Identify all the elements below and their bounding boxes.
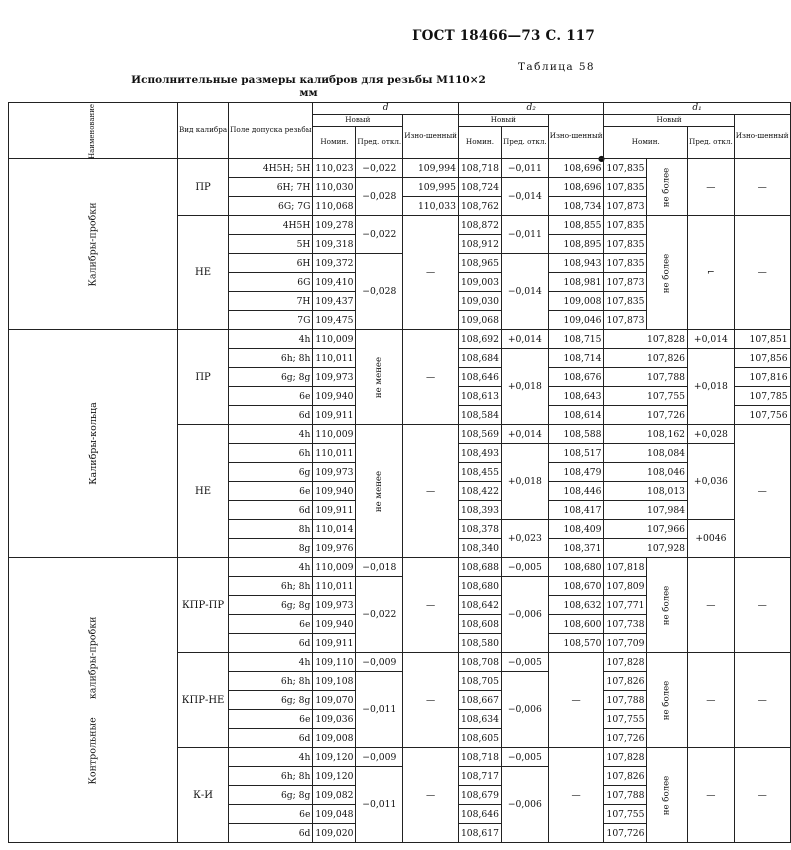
table-cell: 108,393: [458, 501, 501, 520]
table-cell: —: [548, 653, 604, 748]
table-cell: 109,911: [313, 501, 356, 520]
table-cell: 107,826: [604, 349, 688, 368]
table-cell: не более: [647, 216, 688, 330]
table-cell: 108,646: [458, 368, 501, 387]
table-cell: 107,873: [604, 197, 647, 216]
table-cell: 109,278: [313, 216, 356, 235]
table-cell: 6G: [229, 273, 313, 292]
table-cell: −0,005: [501, 748, 548, 767]
table-cell: 4H5H: [229, 216, 313, 235]
table-cell: 107,835: [604, 178, 647, 197]
table-cell: 107,984: [604, 501, 688, 520]
table-cell: 109,372: [313, 254, 356, 273]
table-cell: 108,605: [458, 729, 501, 748]
table-cell: 109,048: [313, 805, 356, 824]
table-cell: 6H: [229, 254, 313, 273]
table-cell: 6d: [229, 406, 313, 425]
table-cell: 108,084: [604, 444, 688, 463]
table-cell: 109,410: [313, 273, 356, 292]
table-cell: не более: [647, 159, 688, 216]
table-cell: 110,014: [313, 520, 356, 539]
table-cell: 108,692: [458, 330, 501, 349]
table-cell: 109,973: [313, 596, 356, 615]
table-cell: не более: [647, 558, 688, 653]
table-cell: 108,684: [458, 349, 501, 368]
caption-title: Исполнительные размеры калибров для резьбы М110×2: [131, 74, 486, 86]
table-cell: 109,911: [313, 634, 356, 653]
table-cell: 108,013: [604, 482, 688, 501]
table-cell: 107,755: [604, 387, 688, 406]
table-cell: 108,762: [458, 197, 501, 216]
table-cell: 7G: [229, 311, 313, 330]
table-cell: 109,940: [313, 482, 356, 501]
table-cell: —: [548, 748, 604, 843]
table-cell: 107,809: [604, 577, 647, 596]
table-cell: 108,613: [458, 387, 501, 406]
table-cell: 109,318: [313, 235, 356, 254]
col-d2-new: Новый: [458, 115, 548, 127]
table-cell: 109,046: [548, 311, 604, 330]
table-cell: 107,826: [604, 767, 647, 786]
table-cell: 108,714: [548, 349, 604, 368]
table-row: [9, 558, 791, 577]
table-cell: −0,022: [356, 159, 403, 178]
table-cell: 107,771: [604, 596, 647, 615]
gauge-kind: ПР: [177, 159, 228, 216]
table-cell: 109,108: [313, 672, 356, 691]
table-cell: 4h: [229, 558, 313, 577]
table-cell: —: [688, 159, 735, 216]
gauge-kind: ПР: [177, 330, 228, 425]
table-cell: 109,120: [313, 748, 356, 767]
document-header: ГОСТ 18466—73 С. 117: [412, 28, 595, 44]
table-cell: −0,006: [501, 577, 548, 653]
table-cell: 109,976: [313, 539, 356, 558]
table-cell: 108,608: [458, 615, 501, 634]
table-cell: 108,600: [548, 615, 604, 634]
table-cell: не менее: [356, 330, 403, 425]
col-d-pred: Пред. откл.: [356, 127, 403, 159]
table-cell: 108,340: [458, 539, 501, 558]
table-cell: —: [734, 748, 790, 843]
table-cell: 109,437: [313, 292, 356, 311]
table-cell: 109,940: [313, 615, 356, 634]
table-cell: 108,981: [548, 273, 604, 292]
table-cell: не менее: [356, 425, 403, 558]
col-d: d: [313, 103, 459, 115]
table-label: Таблица 58: [518, 61, 595, 73]
table-cell: 108,670: [548, 577, 604, 596]
table-cell: 6e: [229, 615, 313, 634]
table-cell: 109,082: [313, 786, 356, 805]
table-cell: 108,046: [604, 463, 688, 482]
table-cell: 110,023: [313, 159, 356, 178]
table-cell: —: [403, 558, 459, 653]
table-cell: 6g; 8g: [229, 786, 313, 805]
col-d1-new: Новый: [604, 115, 734, 127]
table-cell: 108,588: [548, 425, 604, 444]
col-d1-worn: Изно-шенный: [734, 115, 790, 159]
table-cell: 109,940: [313, 387, 356, 406]
table-cell: 107,828: [604, 748, 647, 767]
table-cell: 109,008: [313, 729, 356, 748]
gauge-kind: КПР-ПР: [177, 558, 228, 653]
table-cell: 6d: [229, 634, 313, 653]
col-d1-pred: Пред. откл.: [688, 127, 735, 159]
table-cell: 107,818: [604, 558, 647, 577]
table-cell: 8g: [229, 539, 313, 558]
table-cell: 107,726: [604, 406, 688, 425]
table-cell: —: [734, 159, 790, 216]
table-cell: 109,068: [458, 311, 501, 330]
table-cell: +0,018: [501, 444, 548, 520]
margin-mark: ●: [598, 154, 605, 163]
table-cell: 107,756: [734, 406, 790, 425]
table-cell: 107,873: [604, 273, 647, 292]
table-cell: 6h: [229, 444, 313, 463]
table-cell: +0,014: [688, 330, 735, 349]
table-cell: 108,570: [548, 634, 604, 653]
group-plug-gauges: Калибры-пробки: [9, 159, 178, 330]
table-cell: 109,475: [313, 311, 356, 330]
table-cell: −0,005: [501, 558, 548, 577]
table-cell: 108,517: [548, 444, 604, 463]
table-caption: [0, 74, 617, 100]
col-d2-worn: Изно-шенный: [548, 115, 604, 159]
table-cell: 108,717: [458, 767, 501, 786]
table-cell: 108,680: [548, 558, 604, 577]
table-cell: 107,785: [734, 387, 790, 406]
table-cell: 107,738: [604, 615, 647, 634]
table-cell: 4h: [229, 653, 313, 672]
table-cell: +0,028: [688, 425, 735, 444]
table-cell: 108,371: [548, 539, 604, 558]
col-d2-pred: Пред. откл.: [501, 127, 548, 159]
table-cell: 109,973: [313, 368, 356, 387]
table-cell: 110,033: [403, 197, 459, 216]
table-cell: 107,835: [604, 292, 647, 311]
table-cell: 108,708: [458, 653, 501, 672]
table-row: [9, 330, 791, 349]
col-d1: d₁: [604, 103, 790, 115]
table-cell: —: [403, 216, 459, 330]
table-cell: 108,688: [458, 558, 501, 577]
table-cell: 109,036: [313, 710, 356, 729]
table-cell: −0,009: [356, 653, 403, 672]
col-d-worn: Изно-шенный: [403, 115, 459, 159]
table-cell: 108,446: [548, 482, 604, 501]
table-cell: +0,036: [688, 444, 735, 520]
table-cell: 107,966: [604, 520, 688, 539]
table-cell: 4H5H; 5H: [229, 159, 313, 178]
table-cell: 107,788: [604, 368, 688, 387]
table-cell: 6e: [229, 387, 313, 406]
table-cell: +0,014: [501, 330, 548, 349]
table-cell: 108,409: [548, 520, 604, 539]
table-cell: 108,617: [458, 824, 501, 843]
table-cell: −0,028: [356, 254, 403, 330]
table-cell: 108,943: [548, 254, 604, 273]
table-cell: 108,912: [458, 235, 501, 254]
table-cell: 109,020: [313, 824, 356, 843]
table-cell: 107,726: [604, 729, 647, 748]
table-cell: —: [734, 425, 790, 558]
table-cell: —: [403, 653, 459, 748]
table-cell: −0,006: [501, 672, 548, 748]
table-cell: —: [688, 653, 735, 748]
table-cell: 107,709: [604, 634, 647, 653]
gauge-dimensions-table: [8, 102, 791, 843]
gauge-kind: НЕ: [177, 216, 228, 330]
table-cell: 107,816: [734, 368, 790, 387]
table-cell: ⌐: [688, 216, 735, 330]
table-cell: —: [734, 653, 790, 748]
table-cell: −0,011: [501, 216, 548, 254]
table-cell: 108,642: [458, 596, 501, 615]
table-cell: 109,973: [313, 463, 356, 482]
table-cell: 108,676: [548, 368, 604, 387]
table-cell: 110,011: [313, 444, 356, 463]
gauge-kind: КПР-НЕ: [177, 653, 228, 748]
table-cell: 107,835: [604, 216, 647, 235]
gauge-kind: НЕ: [177, 425, 228, 558]
table-cell: 109,030: [458, 292, 501, 311]
table-cell: 108,872: [458, 216, 501, 235]
table-cell: 108,643: [548, 387, 604, 406]
table-cell: +0,014: [501, 425, 548, 444]
col-d2: d₂: [458, 103, 604, 115]
table-cell: 8h: [229, 520, 313, 539]
table-cell: 108,646: [458, 805, 501, 824]
gauge-kind: К-И: [177, 748, 228, 843]
table-cell: 7H: [229, 292, 313, 311]
table-cell: 109,911: [313, 406, 356, 425]
table-cell: 110,009: [313, 425, 356, 444]
table-cell: 107,828: [604, 330, 688, 349]
table-cell: 6g: [229, 463, 313, 482]
table-cell: 107,835: [604, 235, 647, 254]
table-cell: −0,011: [356, 767, 403, 843]
col-d-nom: Номин.: [313, 127, 356, 159]
table-cell: не более: [647, 653, 688, 748]
table-cell: 108,734: [548, 197, 604, 216]
table-cell: −0,011: [356, 672, 403, 748]
col-field: Поле допуска резьбы: [229, 103, 313, 159]
table-cell: 108,493: [458, 444, 501, 463]
table-cell: 108,965: [458, 254, 501, 273]
col-name: Наименование: [9, 103, 178, 159]
table-cell: 5H: [229, 235, 313, 254]
table-cell: 108,632: [548, 596, 604, 615]
table-cell: 108,705: [458, 672, 501, 691]
table-cell: 108,696: [548, 159, 604, 178]
table-cell: 110,011: [313, 349, 356, 368]
table-cell: −0,014: [501, 178, 548, 216]
table-cell: —: [734, 558, 790, 653]
table-cell: 6h; 8h: [229, 767, 313, 786]
col-kind: Вид калибра: [177, 103, 228, 159]
table-cell: 107,851: [734, 330, 790, 349]
table-cell: −0,018: [356, 558, 403, 577]
table-cell: 107,835: [604, 159, 647, 178]
col-d1-nom: Номин.: [604, 127, 688, 159]
table-cell: —: [688, 748, 735, 843]
table-cell: 6d: [229, 824, 313, 843]
table-cell: 108,855: [548, 216, 604, 235]
table-cell: 107,873: [604, 311, 647, 330]
table-cell: 107,928: [604, 539, 688, 558]
table-cell: 6g; 8g: [229, 368, 313, 387]
table-cell: 109,994: [403, 159, 459, 178]
table-cell: 108,667: [458, 691, 501, 710]
table-cell: 110,011: [313, 577, 356, 596]
table-cell: 6h; 8h: [229, 672, 313, 691]
table-cell: 107,835: [604, 254, 647, 273]
table-cell: 108,679: [458, 786, 501, 805]
table-cell: 108,162: [604, 425, 688, 444]
table-cell: 108,455: [458, 463, 501, 482]
table-cell: −0,011: [501, 159, 548, 178]
table-cell: —: [403, 748, 459, 843]
table-cell: 6e: [229, 805, 313, 824]
table-cell: 110,009: [313, 330, 356, 349]
table-cell: 4h: [229, 748, 313, 767]
table-cell: 109,120: [313, 767, 356, 786]
col-d2-nom: Номин.: [458, 127, 501, 159]
table-cell: 108,895: [548, 235, 604, 254]
table-cell: —: [734, 216, 790, 330]
table-cell: 108,715: [548, 330, 604, 349]
table-cell: 108,479: [548, 463, 604, 482]
table-row: [9, 159, 791, 178]
table-cell: 107,826: [604, 672, 647, 691]
table-cell: −0,022: [356, 577, 403, 653]
table-cell: 108,584: [458, 406, 501, 425]
table-cell: —: [688, 558, 735, 653]
col-d-new: Новый: [313, 115, 403, 127]
table-cell: 108,422: [458, 482, 501, 501]
table-cell: 108,696: [548, 178, 604, 197]
table-cell: 108,378: [458, 520, 501, 539]
table-cell: —: [403, 330, 459, 425]
table-cell: 109,003: [458, 273, 501, 292]
table-cell: 6e: [229, 710, 313, 729]
table-cell: 110,009: [313, 558, 356, 577]
table-cell: 108,569: [458, 425, 501, 444]
table-cell: 6h; 8h: [229, 577, 313, 596]
table-cell: +0,018: [688, 349, 735, 425]
table-cell: 110,030: [313, 178, 356, 197]
table-cell: 108,724: [458, 178, 501, 197]
table-cell: 107,788: [604, 691, 647, 710]
table-cell: 107,726: [604, 824, 647, 843]
table-cell: +0,023: [501, 520, 548, 558]
group-control-plug-gauges: Контрольные калибры-пробки: [9, 558, 178, 843]
table-cell: 6G; 7G: [229, 197, 313, 216]
table-cell: 108,614: [548, 406, 604, 425]
table-cell: 4h: [229, 330, 313, 349]
table-cell: −0,022: [356, 216, 403, 254]
table-cell: −0,006: [501, 767, 548, 843]
table-cell: 107,755: [604, 805, 647, 824]
table-cell: 4h: [229, 425, 313, 444]
table-cell: −0,009: [356, 748, 403, 767]
table-cell: 6d: [229, 729, 313, 748]
table-cell: 108,718: [458, 159, 501, 178]
table-cell: 107,856: [734, 349, 790, 368]
table-cell: 109,070: [313, 691, 356, 710]
table-cell: −0,014: [501, 254, 548, 330]
table-cell: +0,018: [501, 349, 548, 425]
table-cell: +0046: [688, 520, 735, 558]
table-cell: 108,580: [458, 634, 501, 653]
table-cell: 108,718: [458, 748, 501, 767]
table-cell: −0,028: [356, 178, 403, 216]
table-cell: 108,417: [548, 501, 604, 520]
table-cell: 6g; 8g: [229, 596, 313, 615]
table-cell: 110,068: [313, 197, 356, 216]
group-ring-gauges: Калибры-кольца: [9, 330, 178, 558]
table-cell: 107,788: [604, 786, 647, 805]
table-cell: 6d: [229, 501, 313, 520]
table-cell: 108,634: [458, 710, 501, 729]
table-cell: 6h; 8h: [229, 349, 313, 368]
table-cell: 107,755: [604, 710, 647, 729]
table-cell: 6g; 8g: [229, 691, 313, 710]
table-cell: −0,005: [501, 653, 548, 672]
table-cell: 107,828: [604, 653, 647, 672]
table-cell: 109,995: [403, 178, 459, 197]
table-cell: не более: [647, 748, 688, 843]
table-cell: 6e: [229, 482, 313, 501]
table-cell: 6H; 7H: [229, 178, 313, 197]
table-cell: 109,008: [548, 292, 604, 311]
table-cell: 109,110: [313, 653, 356, 672]
table-cell: —: [403, 425, 459, 558]
caption-unit: мм: [299, 87, 318, 99]
table-cell: 108,680: [458, 577, 501, 596]
